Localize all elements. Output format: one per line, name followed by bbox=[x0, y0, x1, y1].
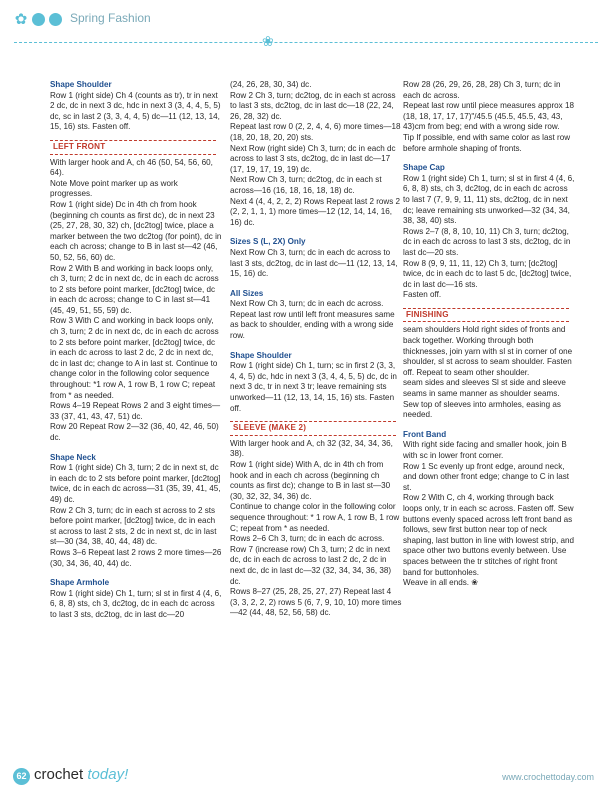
instruction-paragraph: seam shoulders Hold right sides of fronts and back together. Working through both thicknesses, join yarn with sl st in corner of one shoulder, sl st across to seam shoulder. Fasten off. Repeat to seam other shoulder. bbox=[403, 325, 573, 377]
instruction-paragraph: Row 1 (right side) Ch 1, turn; sl st in first 4 (4, 6, 6, 8, 8) sts, ch 3, dc2tog, dc in each dc across to last 7 (7, 9, 9, 11, 11) sts, dc2tog, dc in next dc; leave remaining sts unworked—32 (34, 34, 38, 38, 40) sts. bbox=[403, 173, 575, 226]
instruction-paragraph: Row 1 (right side) Ch 4 (counts as tr), tr in next 2 dc, dc in next 3 dc, hdc in next 3 (3, 4, 4, 5, 5) dc, sc in last 2 (3, 3, 4, 4, 5) dc—11 (12, 13, 14, 15, 16) sts. Fasten off. bbox=[50, 90, 221, 132]
instruction-paragraph: Fasten off. bbox=[403, 290, 442, 300]
website-url: www.crochettoday.com bbox=[502, 772, 594, 782]
section-title: Spring Fashion bbox=[70, 11, 151, 25]
instruction-paragraph: Next Row Ch 3, turn; dc in each dc across to last 3 sts, dc2tog, dc in last dc—11 (12, 13, 14, 15, 16) dc. bbox=[230, 247, 398, 279]
column-1 bbox=[50, 80, 222, 621]
instruction-paragraph: Repeat last row until piece measures approx 18 (18, 18, 17, 17, 17)"/45.5 (45.5, 45.5, 43, 43, 43)cm from beg; end with a wrong side row. bbox=[403, 101, 574, 132]
instruction-paragraph: Rows 2–7 (8, 8, 10, 10, 11) Ch 3, turn; dc2tog, dc in each dc across to last 3 sts, dc2tog, dc in last dc—20 sts. bbox=[403, 226, 571, 257]
section-heading: Sizes S (L, 2X) Only bbox=[230, 237, 306, 247]
section-heading: Shape Shoulder bbox=[50, 80, 112, 89]
section-heading: Shape Neck bbox=[50, 452, 96, 462]
instruction-paragraph: Row 3 With C and working in back loops only, ch 3, turn; 2 dc in next dc, dc in each dc across to 2 sts before point marker, [dc2tog] twice, dc in each dc across to last 2 dc, 2 dc in next dc, dc in last dc; change to A in last st. Continue to change color in the following color sequence throughout: *1 row A, 1 row B, 1 row C; repeat from * as needed. bbox=[50, 316, 219, 400]
instruction-paragraph: Next Row (right side) Ch 3, turn; dc in each dc across to last 3 sts, dc2tog, dc in last dc—17 (17, 19, 17, 19, 19) dc. bbox=[230, 143, 396, 174]
section-banner: LEFT FRONT bbox=[50, 140, 216, 155]
section-heading: Shape Armhole bbox=[50, 578, 110, 588]
section-heading: All Sizes bbox=[230, 288, 264, 298]
instruction-paragraph: With larger hook and A, ch 46 (50, 54, 56, 60, 64). bbox=[50, 157, 213, 178]
instruction-paragraph: Rows 3–6 Repeat last 2 rows 2 more times—26 (30, 34, 36, 40, 44) dc. bbox=[50, 547, 222, 568]
instruction-paragraph: Note Move point marker up as work progresses. bbox=[50, 178, 178, 199]
instruction-paragraph: Next Row Ch 3, turn; dc2tog, dc in each st across—16 (16, 18, 16, 18, 18) dc. bbox=[230, 175, 382, 195]
section-heading: Shape Shoulder bbox=[230, 350, 292, 360]
instruction-paragraph: Row 2 With B and working in back loops only, ch 3, turn; 2 dc in next dc, dc in each dc across to 2 sts before point marker, [dc2tog] twice, dc in each dc across; change to C in last st—41 (45, 49, 51, 55, 59) dc. bbox=[50, 263, 219, 315]
instruction-paragraph: Row 1 (right side) Ch 1, turn; sc in first 2 (3, 3, 4, 4, 5) dc, hdc in next 3 (3, 4, 4, 5, 5) dc, dc in next 3 dc, tr in next 3 tr; leave remaining sts unworked—11 (12, 13, 14, 15, 16) sts. Fasten off. bbox=[230, 361, 397, 413]
instruction-paragraph: Row 2 Ch 3, turn; dc in each st across to 2 sts before point marker, [dc2tog] twice, dc in each st across to last 2 sts, 2 dc in next st, dc in last st—30 (34, 38, 40, 44, 48) dc. bbox=[50, 505, 217, 547]
instruction-paragraph: Sew top of sleeves into armholes, easing as needed. bbox=[403, 399, 561, 420]
instruction-paragraph: Rows 8–27 (25, 28, 25, 27, 27) Repeat last 4 (3, 3, 2, 2, 2) rows 5 (6, 7, 9, 10, 10) more times—42 (44, 48, 52, 56, 58) dc. bbox=[230, 587, 402, 618]
page-number: 62 bbox=[13, 768, 30, 785]
instruction-paragraph: Rows 2–6 Ch 3, turn; dc in each dc across. bbox=[230, 534, 385, 544]
instruction-paragraph: With larger hook and A, ch 32 (32, 34, 34, 36, 38). bbox=[230, 438, 393, 459]
section-heading: Front Band bbox=[403, 429, 447, 439]
instruction-paragraph: Next Row Ch 3, turn; dc in each dc across. Repeat last row until left front measures same as back to shoulder, ending with a wrong side row. bbox=[230, 299, 395, 341]
instruction-paragraph: Row 7 (increase row) Ch 3, turn; 2 dc in next dc, dc in each dc across to last 2 dc, 2 dc in next dc, dc in last dc—32 (32, 34, 34, 36, 38) dc. bbox=[230, 544, 392, 586]
section-banner: SLEEVE (MAKE 2) bbox=[230, 421, 396, 436]
divider bbox=[14, 42, 598, 43]
instruction-paragraph: (24, 26, 28, 30, 34) dc. bbox=[230, 80, 312, 89]
instruction-paragraph: Row 1 (right side) Ch 1, turn; sl st in first 4 (4, 6, 6, 8, 8) sts, ch 3, dc2tog, dc in each dc across to last 3 sts, dc2tog, dc in last dc—20 bbox=[50, 588, 222, 619]
flower-icon: ✿ bbox=[14, 11, 28, 28]
instruction-paragraph: Row 2 Ch 3, turn; dc2tog, dc in each st across to last 3 sts, dc2tog, dc in last dc—18 (22, 24, 26, 28, 32) dc. bbox=[230, 90, 396, 121]
instruction-paragraph: Rows 4–19 Repeat Rows 2 and 3 eight times—33 (37, 41, 43, 47, 51) dc. bbox=[50, 401, 221, 421]
instruction-paragraph: Repeat last row 0 (2, 2, 4, 4, 6) more times—18 (18, 20, 18, 20, 20) sts. bbox=[230, 122, 401, 142]
instruction-paragraph: Row 28 (26, 29, 26, 28, 28) Ch 3, turn; dc in each dc across. bbox=[403, 80, 561, 100]
instruction-paragraph: Continue to change color in the following color sequence throughout: * 1 row A, 1 row B, 1 row C; repeat from * as needed. bbox=[230, 502, 400, 533]
header-ornament bbox=[14, 13, 62, 26]
instruction-paragraph: Tip If possible, end with same color as last row before armhole shaping of fronts. bbox=[403, 132, 571, 153]
page-footer bbox=[0, 760, 612, 790]
logo-text: crochet bbox=[34, 766, 84, 783]
instruction-paragraph: Row 1 Sc evenly up front edge, around neck, and down other front edge; change to C in last st. bbox=[403, 461, 570, 492]
instruction-paragraph: Row 20 Repeat Row 2—32 (36, 40, 42, 46, 50) dc. bbox=[50, 422, 219, 442]
instruction-paragraph: Row 1 (right side) Dc in 4th ch from hook (beginning ch counts as first dc), dc in next 23 (25, 27, 28, 30, 32) ch, [dc2tog] twice, place a marker between the two dc2tog (for point), dc in each ch across; change to B in last st—42 (46, 50, 52, 56, 60) dc. bbox=[50, 199, 222, 262]
instruction-paragraph: Next 4 (4, 4, 2, 2, 2) Rows Repeat last 2 rows 2 (2, 2, 1, 1, 1) more times—12 (12, 14, 14, 16, 16) dc. bbox=[230, 196, 401, 227]
instruction-paragraph: Row 8 (9, 9, 11, 11, 12) Ch 3, turn; [dc2tog] twice, dc in each dc to last 5 dc, [dc2tog] twice, dc in last dc—16 sts. bbox=[403, 258, 572, 289]
instruction-paragraph: Row 1 (right side) With A, dc in 4th ch from hook and in each ch across (beginning ch counts as first dc); change to B in last st—30 (30, 32, 32, 34, 36) dc. bbox=[230, 460, 391, 501]
section-heading: Shape Cap bbox=[403, 163, 445, 173]
column-2 bbox=[230, 80, 402, 619]
instruction-paragraph: Row 1 (right side) Ch 3, turn; 2 dc in next st, dc in each dc to 2 sts before point marker, [dc2tog] twice, dc in each dc across—31 (35, 39, 41, 45, 49) dc. bbox=[50, 463, 221, 504]
magazine-logo bbox=[34, 766, 128, 783]
instruction-paragraph: Row 2 With C, ch 4, working through back loops only, tr in each sc across. Fasten off. Sew buttons evenly spaced across left front band as follows, sew first button near top of neck shaping, last button in line with lowest strip, and space other two buttons evenly between. Use spaces between the tr stitches of right front band for buttonholes. bbox=[403, 493, 574, 577]
circle-icon bbox=[49, 13, 62, 26]
column-3 bbox=[403, 80, 575, 589]
page-header bbox=[0, 0, 612, 50]
instruction-paragraph: With right side facing and smaller hook, join B with sc in lower front corner. bbox=[403, 440, 567, 460]
instruction-paragraph: seam sides and sleeves Sl st side and sleeve seams in same manner as shoulder seams. bbox=[403, 378, 566, 399]
circle-icon bbox=[32, 13, 45, 26]
logo-text-accent: today! bbox=[87, 766, 129, 783]
section-banner: FINISHING bbox=[403, 308, 569, 323]
instruction-paragraph: Weave in all ends. ❀ bbox=[403, 578, 479, 588]
flower-icon: ❀ bbox=[262, 33, 274, 49]
